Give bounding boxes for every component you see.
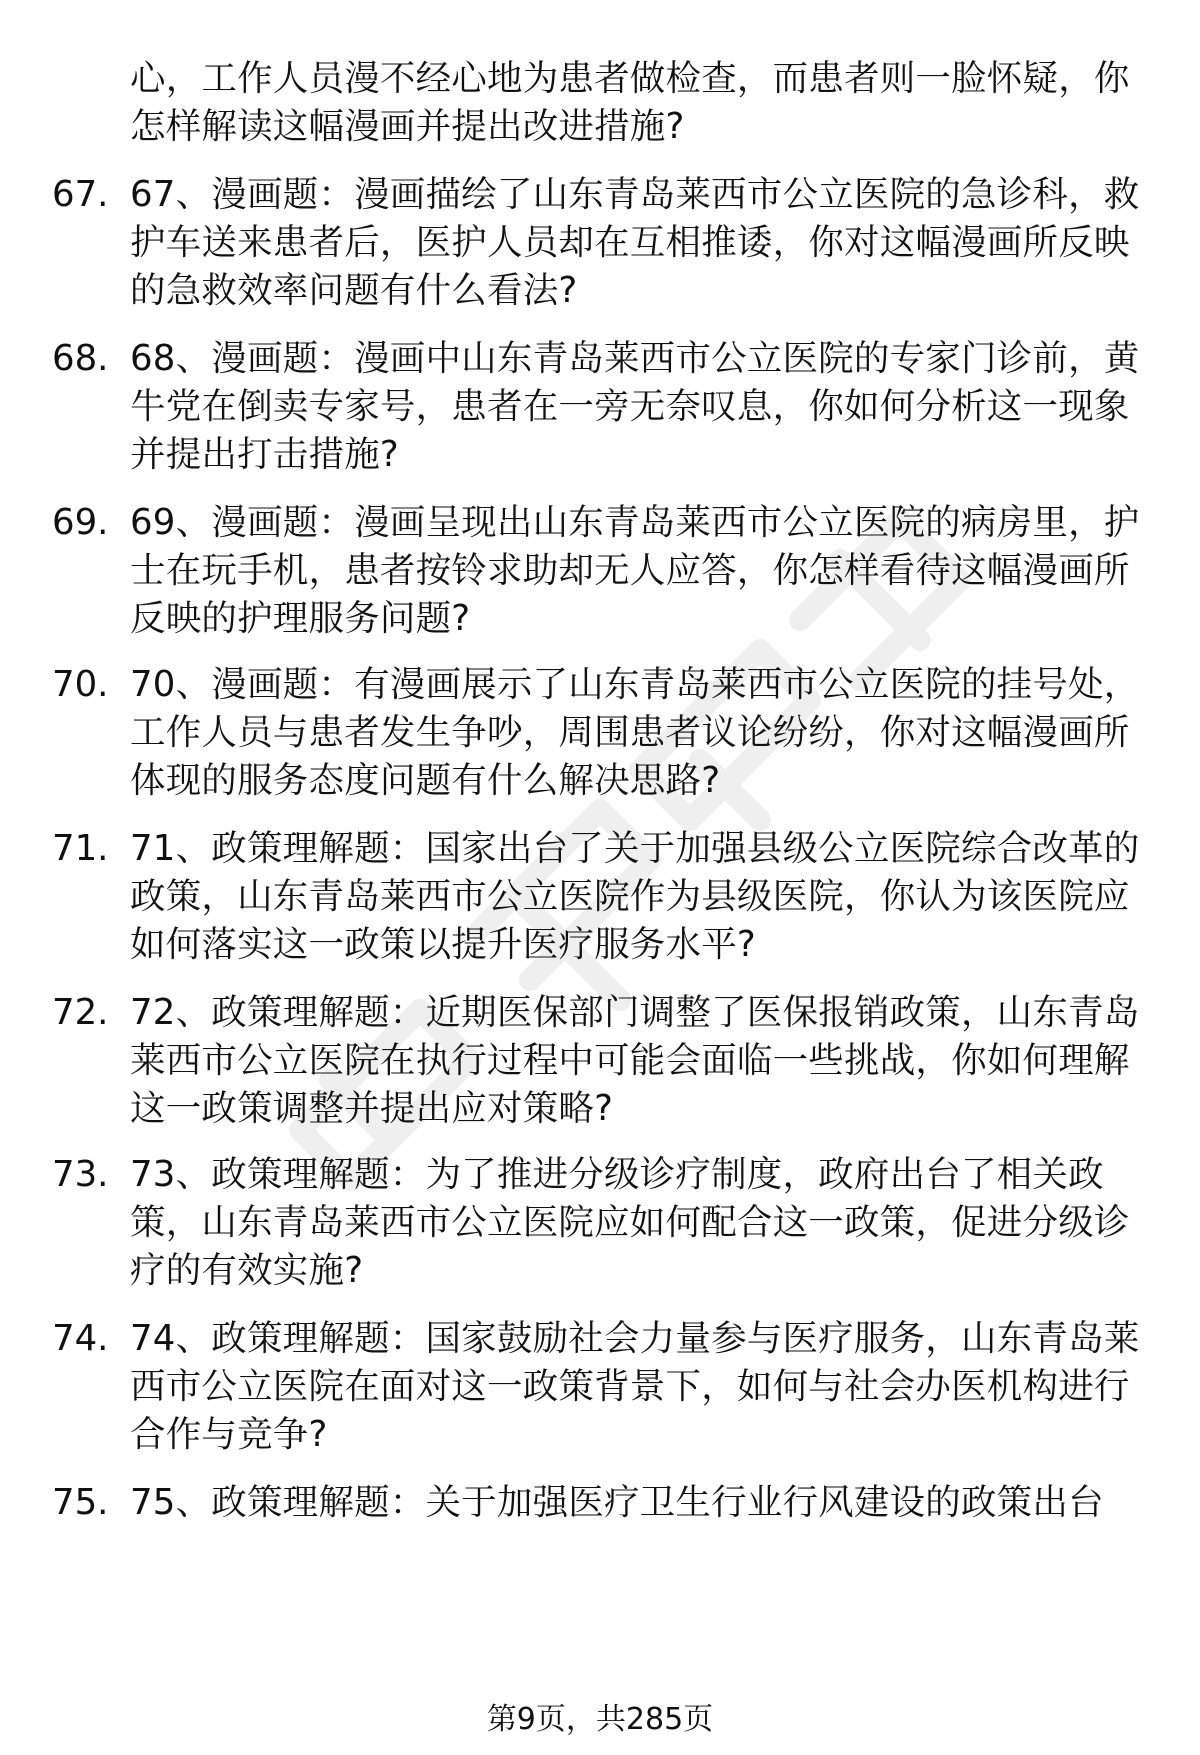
page-footer: 第9页，共285页 [486,1702,714,1737]
text-line: 70、漫画题：有漫画展示了山东青岛莱西市公立医院的挂号处， [130,664,1140,705]
text-line: 67、漫画题：漫画描绘了山东青岛莱西市公立医院的急诊科，救 [130,174,1140,215]
text-line: 73、政策理解题：为了推进分级诊疗制度，政府出台了相关政 [130,1154,1104,1195]
text-line: 合作与竞争? [130,1414,328,1455]
list-number: 72. [52,992,109,1033]
text-line: 反映的护理服务问题? [130,598,471,639]
text-line: 这一政策调整并提出应对策略? [130,1088,614,1129]
list-number: 73. [52,1154,109,1195]
text-line: 并提出打击措施? [130,434,399,475]
text-line: 工作人员与患者发生争吵，周围患者议论纷纷，你对这幅漫画所 [130,712,1130,753]
list-number: 70. [52,664,109,705]
text-line: 74、政策理解题：国家鼓励社会力量参与医疗服务，山东青岛莱 [130,1318,1140,1359]
text-line: 疗的有效实施? [130,1250,364,1291]
text-line: 心，工作人员漫不经心地为患者做检查，而患者则一脸怀疑，你 [130,58,1130,99]
text-line: 牛党在倒卖专家号，患者在一旁无奈叹息，你如何分析这一现象 [130,386,1130,427]
text-line: 72、政策理解题：近期医保部门调整了医保报销政策，山东青岛 [130,992,1140,1033]
list-number: 74. [52,1318,109,1359]
list-number: 68. [52,338,109,379]
list-number: 75. [52,1482,109,1523]
list-number: 71. [52,828,109,869]
text-line: 71、政策理解题：国家出台了关于加强县级公立医院综合改革的 [130,828,1140,869]
text-line: 莱西市公立医院在执行过程中可能会面临一些挑战，你如何理解 [130,1040,1130,1081]
text-line: 体现的服务态度问题有什么解决思路? [130,760,721,801]
text-line: 68、漫画题：漫画中山东青岛莱西市公立医院的专家门诊前，黄 [130,338,1140,379]
text-line: 69、漫画题：漫画呈现出山东青岛莱西市公立医院的病房里，护 [130,502,1140,543]
text-line: 政策，山东青岛莱西市公立医院作为县级医院，你认为该医院应 [130,876,1130,917]
text-line: 的急救效率问题有什么看法? [130,270,578,311]
text-line: 如何落实这一政策以提升医疗服务水平? [130,924,756,965]
text-line: 护车送来患者后，医护人员却在互相推诿，你对这幅漫画所反映 [130,222,1130,263]
text-line: 怎样解读这幅漫画并提出改进措施? [130,106,685,147]
list-number: 67. [52,174,109,215]
text-line: 75、政策理解题：关于加强医疗卫生行业行风建设的政策出台 [130,1482,1104,1523]
text-line: 士在玩手机，患者按铃求助却无人应答，你怎样看待这幅漫画所 [130,550,1130,591]
text-line: 西市公立医院在面对这一政策背景下，如何与社会办医机构进行 [130,1366,1130,1407]
text-line: 策，山东青岛莱西市公立医院应如何配合这一政策，促进分级诊 [130,1202,1130,1243]
list-number: 69. [52,502,109,543]
